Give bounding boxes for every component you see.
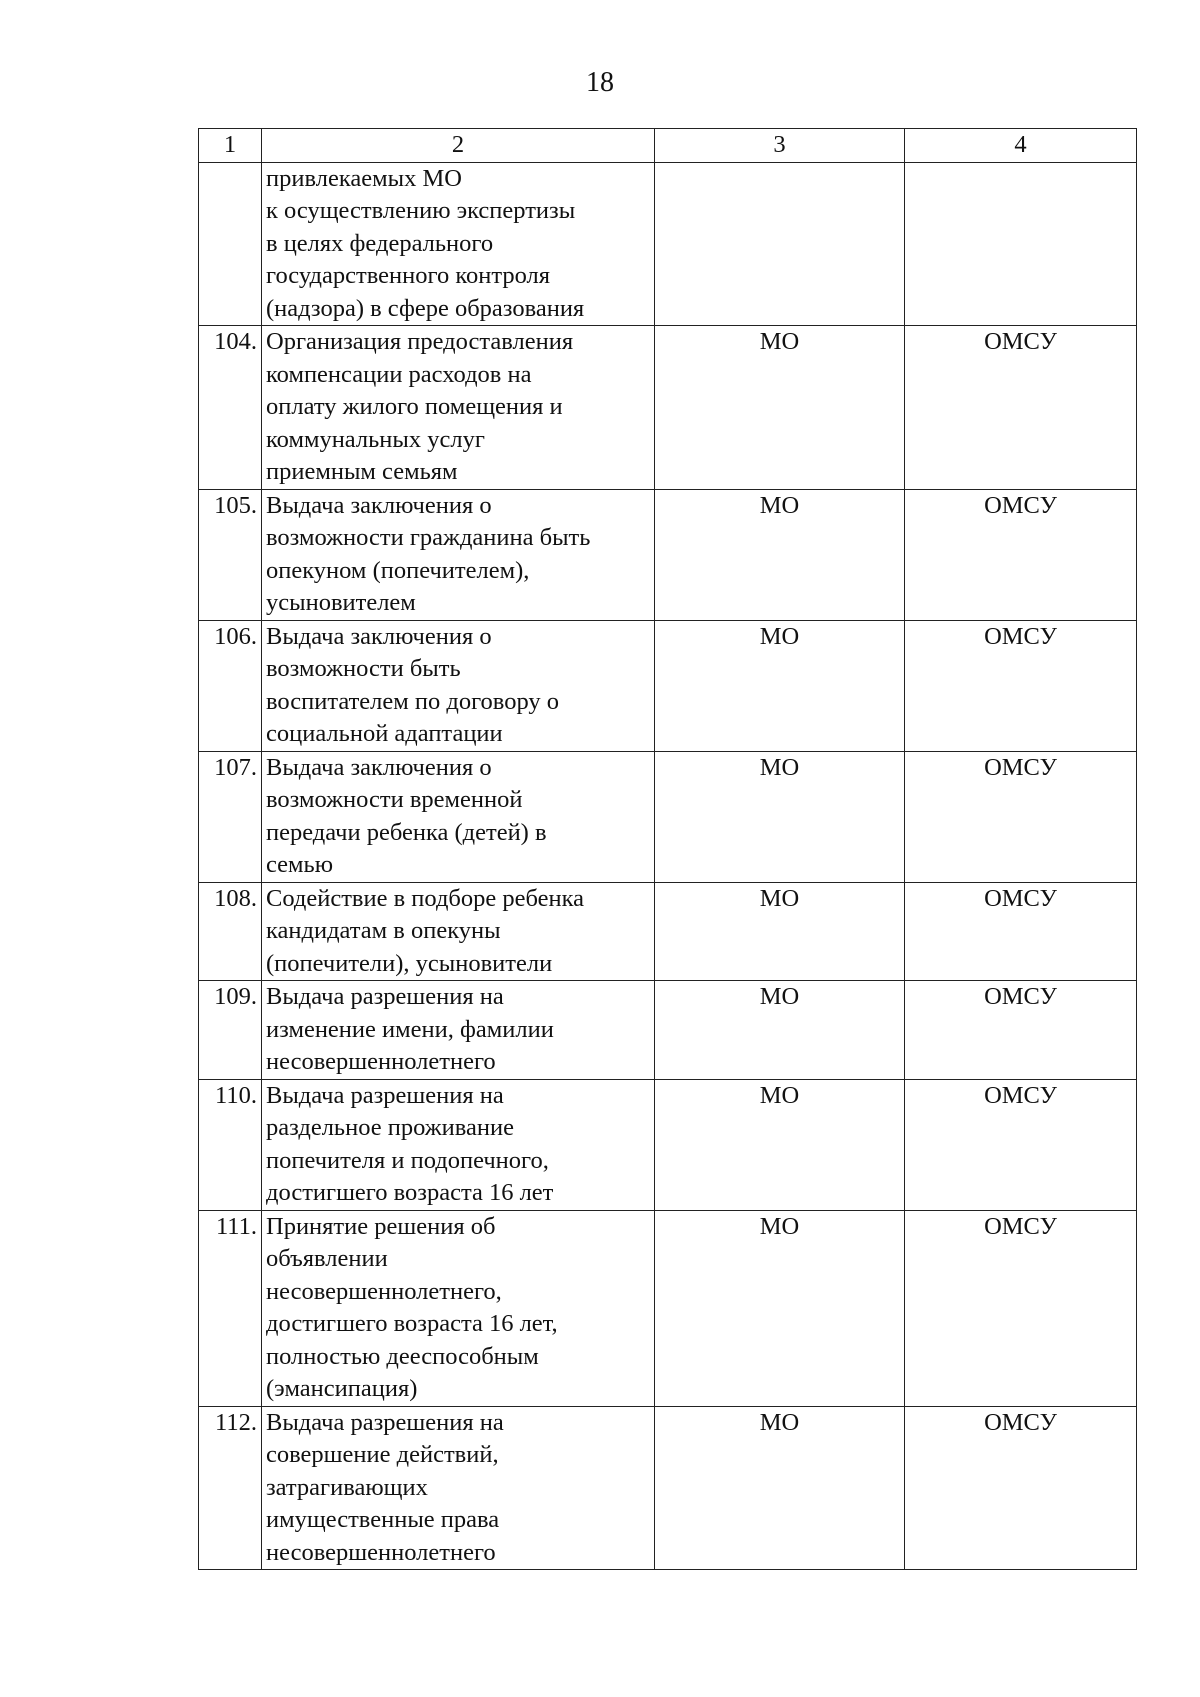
row-description: Принятие решения об объявлении несовершеннолетнего, достигшего возраста 16 лет, полностью дееспособным (эмансипация) — [262, 1210, 655, 1406]
row-description: Выдача разрешения на совершение действий, затрагивающих имущественные права несовершеннолетнего — [262, 1406, 655, 1570]
table-row — [199, 162, 1137, 326]
row-col4: ОМСУ — [905, 882, 1137, 981]
row-description: Выдача разрешения на изменение имени, фамилии несовершеннолетнего — [262, 981, 655, 1080]
row-col4: ОМСУ — [905, 489, 1137, 620]
row-description: Выдача заключения о возможности быть воспитателем по договору о социальной адаптации — [262, 620, 655, 751]
row-col3 — [655, 162, 905, 326]
row-number: 107. — [199, 751, 262, 882]
table-row — [199, 1210, 1137, 1406]
row-col4: ОМСУ — [905, 1406, 1137, 1570]
row-number — [199, 162, 262, 326]
column-header-2: 2 — [262, 129, 655, 163]
row-number: 105. — [199, 489, 262, 620]
row-number: 109. — [199, 981, 262, 1080]
row-col3: МО — [655, 751, 905, 882]
row-col3: МО — [655, 489, 905, 620]
row-number: 108. — [199, 882, 262, 981]
row-col4: ОМСУ — [905, 751, 1137, 882]
table-row — [199, 981, 1137, 1080]
row-col3: МО — [655, 1210, 905, 1406]
row-description: Содействие в подборе ребенка кандидатам в опекуны (попечители), усыновители — [262, 882, 655, 981]
row-description: Организация предоставления компенсации расходов на оплату жилого помещения и коммунальных услуг приемным семьям — [262, 326, 655, 490]
table-row — [199, 1079, 1137, 1210]
row-number: 106. — [199, 620, 262, 751]
row-col4: ОМСУ — [905, 620, 1137, 751]
row-number: 112. — [199, 1406, 262, 1570]
table-row — [199, 620, 1137, 751]
table-row — [199, 882, 1137, 981]
row-col4: ОМСУ — [905, 326, 1137, 490]
row-col3: МО — [655, 1406, 905, 1570]
column-header-4: 4 — [905, 129, 1137, 163]
row-number: 111. — [199, 1210, 262, 1406]
row-col4: ОМСУ — [905, 1079, 1137, 1210]
row-description: Выдача заключения о возможности гражданина быть опекуном (попечителем), усыновителем — [262, 489, 655, 620]
row-col4: ОМСУ — [905, 981, 1137, 1080]
table-row — [199, 1406, 1137, 1570]
row-description: привлекаемых МО к осуществлению экспертизы в целях федерального государственного контроля (надзора) в сфере образования — [262, 162, 655, 326]
row-col3: МО — [655, 620, 905, 751]
column-header-1: 1 — [199, 129, 262, 163]
table-header-row — [199, 129, 1137, 163]
row-col3: МО — [655, 882, 905, 981]
row-description: Выдача разрешения на раздельное проживание попечителя и подопечного, достигшего возраста 16 лет — [262, 1079, 655, 1210]
row-col3: МО — [655, 981, 905, 1080]
delegation-table — [198, 128, 1137, 1570]
page-number: 18 — [586, 67, 614, 98]
row-number: 110. — [199, 1079, 262, 1210]
row-col3: МО — [655, 1079, 905, 1210]
table-row — [199, 751, 1137, 882]
table-row — [199, 326, 1137, 490]
row-description: Выдача заключения о возможности временной передачи ребенка (детей) в семью — [262, 751, 655, 882]
row-col3: МО — [655, 326, 905, 490]
table-row — [199, 489, 1137, 620]
column-header-3: 3 — [655, 129, 905, 163]
row-col4: ОМСУ — [905, 1210, 1137, 1406]
row-col4 — [905, 162, 1137, 326]
row-number: 104. — [199, 326, 262, 490]
